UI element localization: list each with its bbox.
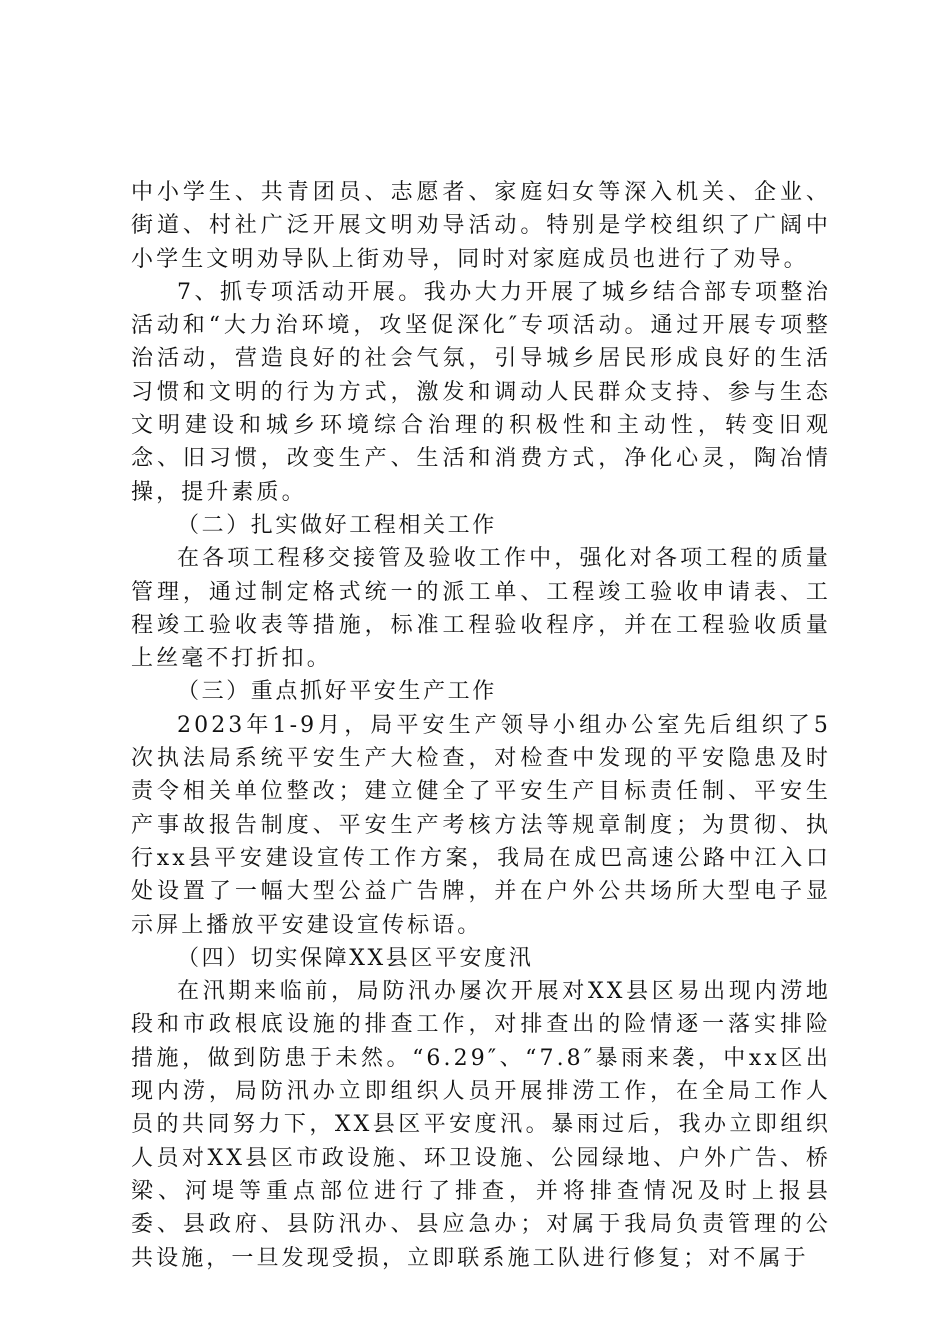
paragraph-engineering: 在各项工程移交接管及验收工作中，强化对各项工程的质量管理，通过制定格式统一的派工单、工程竣工验收申请表、工程竣工验收表等措施，标准工程验收程序，并在工程验收质量上丝毫不打折扣。 (131, 546, 831, 672)
section-heading-flood: （四）切实保障XX县区平安度汛 (177, 945, 534, 971)
section-heading-engineering: （二）扎实做好工程相关工作 (177, 512, 497, 538)
paragraph-continuation: 中小学生、共青团员、志愿者、家庭妇女等深入机关、企业、街道、村社广泛开展文明劝导活动。特别是学校组织了广阔中小学生文明劝导队上街劝导，同时对家庭成员也进行了劝导。 (131, 180, 831, 272)
section-heading-safety: （三）重点抓好平安生产工作 (177, 679, 497, 705)
paragraph-flood: 在汛期来临前，局防汛办屡次开展对XX县区易出现内涝地段和市政根底设施的排查工作，对排查出的险情逐一落实排险措施，做到防患于未然。“6.29″、“7.8″暴雨来袭，中xx区出现内涝，局防汛办立即组织人员开展排涝工作，在全局工作人员的共同努力下，XX县区平安度汛。暴雨过后，我办立即组织人员对XX县区市政设施、环卫设施、公园绿地、户外广告、桥梁、河堤等重点部位进行了排查，并将排查情况及时上报县委、县政府、县防汛办、县应急办；对属于我局负责管理的公共设施，一旦发现受损，立即联系施工队进行修复；对不属于 (131, 979, 831, 1271)
document-body (131, 176, 831, 1275)
paragraph-special-activities: 7、抓专项活动开展。我办大力开展了城乡结合部专项整治活动和“大力治环境，攻坚促深化″专项活动。通过开展专项整治活动，营造良好的社会气氛，引导城乡居民形成良好的生活习惯和文明的行为方式，激发和调动人民群众支持、参与生态文明建设和城乡环境综合治理的积极性和主动性，转变旧观念、旧习惯，改变生产、生活和消费方式，净化心灵，陶冶情操，提升素质。 (131, 279, 831, 505)
paragraph-safety: 2023年1-9月，局平安生产领导小组办公室先后组织了5次执法局系统平安生产大检查，对检查中发现的平安隐患及时责令相关单位整改；建立健全了平安生产目标责任制、平安生产事故报告制度、平安生产考核方法等规章制度；为贯彻、执行xx县平安建设宣传工作方案，我局在成巴高速公路中江入口处设置了一幅大型公益广告牌，并在户外公共场所大型电子显示屏上播放平安建设宣传标语。 (131, 712, 831, 938)
